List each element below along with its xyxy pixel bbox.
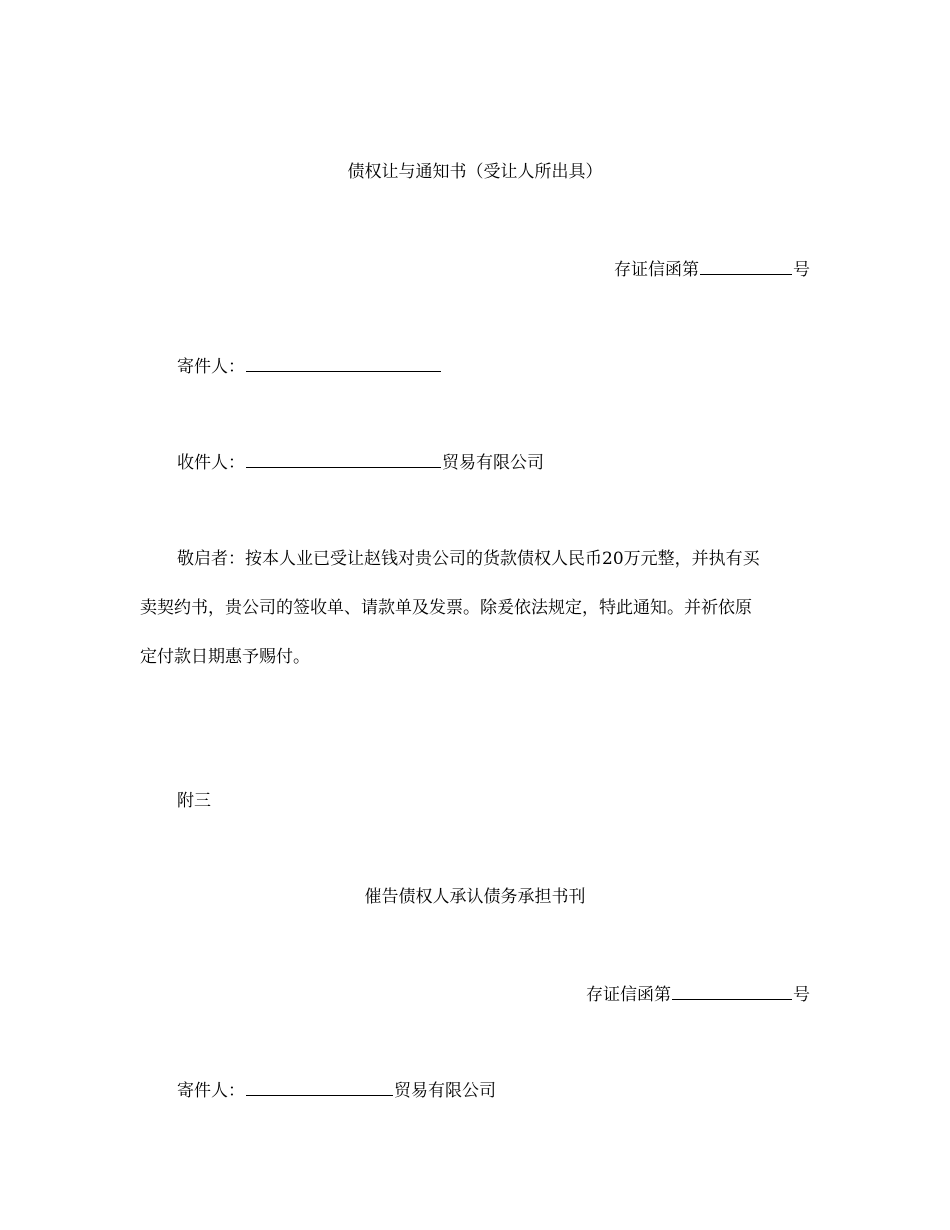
recipient-blank — [246, 450, 441, 468]
certificate-number-line — [614, 257, 810, 281]
recipient-company-suffix: 贸易有限公司 — [442, 453, 544, 473]
section2-certificate-number-blank — [672, 982, 792, 1000]
certificate-suffix: 号 — [793, 260, 810, 280]
body-paragraph-line-1: 敬启者：按本人业已受让赵钱对贵公司的货款债权人民币20万元整，并执有买 — [177, 549, 760, 569]
sender-blank — [246, 354, 441, 372]
body-paragraph-line-3: 定付款日期惠予赐付。 — [140, 647, 310, 667]
sender-line — [177, 354, 442, 378]
section2-sender-line — [177, 1078, 496, 1102]
recipient-label: 收件人： — [177, 453, 245, 473]
doc-title: 债权让与通知书（受让人所出具） — [347, 162, 603, 182]
section2-certificate-prefix: 存证信函第 — [586, 985, 671, 1005]
section2-certificate-number-line — [586, 982, 810, 1006]
section2-sender-company-suffix: 贸易有限公司 — [394, 1081, 496, 1101]
certificate-number-blank — [700, 257, 792, 275]
certificate-prefix: 存证信函第 — [614, 260, 699, 280]
appendix-label: 附三 — [177, 791, 211, 811]
body-paragraph-line-2: 卖契约书，贵公司的签收单、请款单及发票。除爰依法规定，特此通知。并祈依原 — [140, 598, 752, 618]
sender-label: 寄件人： — [177, 357, 245, 377]
section2-sender-label: 寄件人： — [177, 1081, 245, 1101]
recipient-line — [177, 450, 544, 474]
section2-title: 催告债权人承认债务承担书刊 — [364, 887, 586, 907]
section2-sender-blank — [246, 1078, 393, 1096]
section2-certificate-suffix: 号 — [793, 985, 810, 1005]
